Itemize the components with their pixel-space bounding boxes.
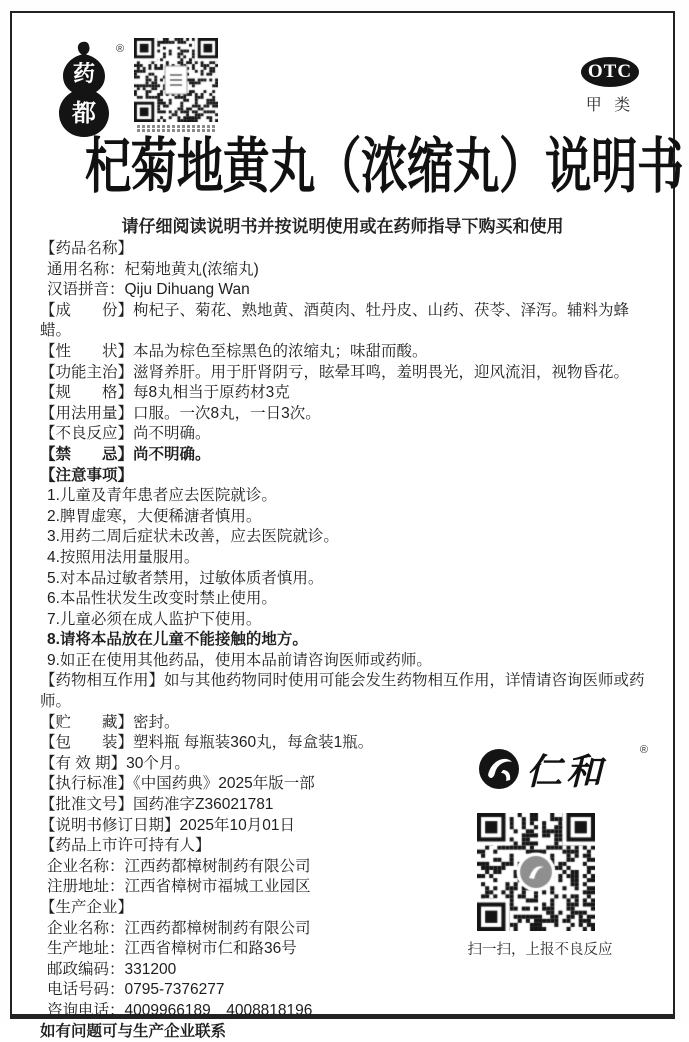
insert-line: 【药物相互作用】如与其他药物同时使用可能会发生药物相互作用，详情请咨询医师或药师。 — [40, 672, 645, 711]
renhe-logo-text: 仁和 — [526, 752, 607, 792]
insert-line: 【药品上市许可持有人】 — [40, 837, 211, 855]
insert-line: 【说明书修订日期】2025年10月01日 — [40, 816, 295, 834]
insert-line: 【生产企业】 — [40, 899, 134, 916]
insert-line: 【不良反应】尚不明确。 — [40, 425, 211, 443]
insert-line: 【成 份】枸杞子、菊花、熟地黄、酒萸肉、牡丹皮、山药、茯苓、泽泻。辅料为蜂蜡。 — [40, 301, 630, 340]
insert-line: 5.对本品过敏者禁用，过敏体质者慎用。 — [47, 569, 324, 587]
gourd-char-bottom: 都 — [72, 100, 96, 127]
report-qr-caption: 扫一扫，上报不良反应 — [467, 942, 613, 958]
page-title: 杞菊地黄丸（浓缩丸）说明书 — [84, 133, 683, 200]
renhe-circle-icon — [478, 748, 520, 790]
insert-line: 邮政编码：331200 — [47, 960, 177, 978]
insert-line: 汉语拼音：Qiju Dihuang Wan — [47, 281, 250, 299]
insert-line: 【用法用量】口服。一次8丸，一日3次。 — [40, 404, 321, 422]
insert-line: 【执行标准】《中国药典》2025年版一部 — [40, 775, 315, 793]
insert-line: 【贮 藏】密封。 — [40, 713, 180, 731]
report-qr-code — [477, 813, 595, 931]
otc-class-label: 甲 类 — [585, 97, 635, 114]
insert-line: 注册地址：江西省樟树市福城工业园区 — [47, 878, 311, 896]
insert-line: 1.儿童及青年患者应去医院就诊。 — [47, 487, 277, 505]
insert-line: 4.按照用法用量服用。 — [47, 548, 200, 566]
top-qr-canvas — [134, 38, 218, 122]
page-subtitle: 请仔细阅读说明书并按说明使用或在药师指导下购买和使用 — [121, 217, 564, 236]
insert-line: 咨询电话：4009966189 4008818196 — [47, 1001, 313, 1019]
otc-group — [568, 57, 652, 115]
insert-line: 通用名称：杞菊地黄丸(浓缩丸) — [47, 260, 259, 278]
renhe-registered-mark: ® — [639, 744, 648, 756]
insert-line: 7.儿童必须在成人监护下使用。 — [47, 610, 262, 628]
insert-line: 6.本品性状发生改变时禁止使用。 — [47, 590, 277, 608]
page-frame — [10, 11, 683, 1040]
insert-line: 【包 装】塑料瓶 每瓶装360丸，每盒装1瓶。 — [40, 734, 374, 752]
renhe-logo — [478, 744, 648, 796]
gourd-char-top: 药 — [72, 61, 96, 86]
insert-line: 【批准文号】国药准字Z36021781 — [40, 796, 274, 814]
otc-badge: OTC — [581, 57, 639, 87]
insert-line: 企业名称：江西药都樟树制药有限公司 — [47, 919, 311, 937]
brand-registered-mark: ® — [116, 43, 125, 55]
insert-line: 2.脾胃虚寒，大便稀溏者慎用。 — [47, 507, 262, 525]
insert-line: 【性 状】本品为棕色至棕黑色的浓缩丸；味甜而酸。 — [40, 342, 428, 360]
report-qr-canvas — [477, 813, 595, 931]
insert-line: 8.请将本品放在儿童不能接触的地方。 — [47, 631, 308, 649]
insert-line: 【有 效 期】30个月。 — [40, 754, 190, 772]
insert-line: 9.如正在使用其他药品，使用本品前请咨询医师或药师。 — [47, 651, 432, 669]
insert-line: 如有问题可与生产企业联系 — [40, 1022, 227, 1040]
insert-line: 【禁 忌】尚不明确。 — [40, 445, 211, 463]
insert-line: 【功能主治】滋肾养肝。用于肝肾阴亏，眩晕耳鸣，羞明畏光，迎风流泪，视物昏花。 — [40, 363, 630, 381]
insert-line: 3.用药二周后症状未改善，应去医院就诊。 — [47, 528, 339, 546]
top-qr-code — [134, 38, 218, 122]
insert-line: 电话号码：0795-7376277 — [47, 981, 225, 999]
insert-line: 【药品名称】 — [40, 240, 134, 257]
insert-line: 【注意事项】 — [40, 466, 134, 484]
insert-line: 生产地址：江西省樟树市仁和路36号 — [47, 940, 297, 958]
insert-line: 企业名称：江西药都樟树制药有限公司 — [47, 857, 311, 875]
insert-line: 【规 格】每8丸相当于原药材3克 — [40, 384, 290, 402]
